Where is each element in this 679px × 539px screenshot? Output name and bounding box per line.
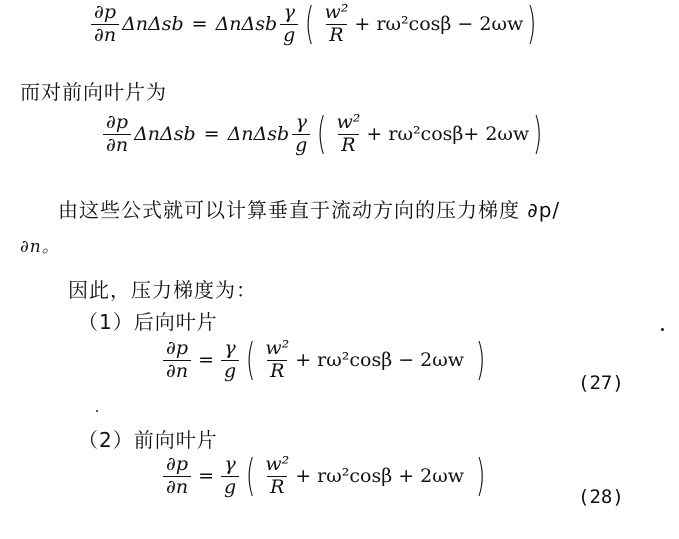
list-item-forward-blades: （2）前向叶片 xyxy=(78,428,218,452)
fraction-numerator: ∂p xyxy=(106,110,129,133)
equals-sign: = xyxy=(198,465,214,487)
scan-speck xyxy=(96,410,98,412)
rhs-head: ΔnΔsb xyxy=(215,13,278,35)
w2-r-fraction xyxy=(262,452,292,498)
equation-rest: + rω²cosβ − 2ωw xyxy=(354,13,524,35)
dp-dn-fraction xyxy=(103,110,131,156)
fraction-denominator: g xyxy=(280,24,298,46)
dp-dn-fraction xyxy=(163,452,191,498)
w2-r-fraction xyxy=(322,0,352,46)
equation-27 xyxy=(160,334,489,385)
paragraph-pressure-gradient-line2: ∂n。 xyxy=(20,237,60,257)
paragraph-forward-blades: 而对前向叶片为 xyxy=(20,80,167,104)
w2-r-fraction xyxy=(334,110,364,156)
gamma-g-fraction xyxy=(221,336,239,382)
fraction-numerator: w² xyxy=(324,0,349,23)
right-paren: ) xyxy=(533,108,543,159)
fraction-numerator: γ xyxy=(295,110,307,133)
fraction-denominator: g xyxy=(221,476,239,498)
scan-speck xyxy=(661,328,664,331)
fraction-denominator: ∂n xyxy=(163,476,191,498)
fraction-denominator: R xyxy=(338,134,358,156)
fraction-numerator: γ xyxy=(224,336,236,359)
gamma-g-fraction xyxy=(280,0,298,46)
fraction-numerator: ∂p xyxy=(94,0,117,23)
fraction-denominator: g xyxy=(292,134,310,156)
fraction-numerator: γ xyxy=(283,0,295,23)
equation-1 xyxy=(88,0,540,49)
lhs-tail: ΔnΔsb xyxy=(122,13,184,35)
fraction-denominator: R xyxy=(267,476,287,498)
equation-rest: + rω²cosβ − 2ωw xyxy=(295,349,465,371)
dp-dn-fraction xyxy=(163,336,191,382)
equation-rest: + rω²cosβ + 2ωw xyxy=(295,465,465,487)
dp-dn-fraction xyxy=(91,0,119,46)
fraction-denominator: ∂n xyxy=(91,24,119,46)
equation-28 xyxy=(160,450,489,501)
fraction-numerator: w² xyxy=(265,452,290,475)
left-paren: ( xyxy=(305,0,315,49)
equals-sign: = xyxy=(203,123,220,145)
fraction-numerator: w² xyxy=(265,336,290,359)
equation-number-28: (28) xyxy=(578,486,624,508)
equation-2 xyxy=(100,108,546,159)
w2-r-fraction xyxy=(262,336,292,382)
gamma-g-fraction xyxy=(221,452,239,498)
rhs-head: ΔnΔsb xyxy=(227,123,290,145)
fraction-denominator: ∂n xyxy=(103,134,131,156)
fraction-numerator: ∂p xyxy=(166,452,189,475)
left-paren: ( xyxy=(246,334,256,385)
paragraph-pressure-gradient-line1: 由这些公式就可以计算垂直于流动方向的压力梯度 ∂p/ xyxy=(58,198,561,222)
fraction-denominator: R xyxy=(326,24,346,46)
list-item-backward-blades: （1）后向叶片 xyxy=(78,310,218,334)
paragraph-therefore: 因此，压力梯度为： xyxy=(68,278,257,302)
left-paren: ( xyxy=(246,450,256,501)
equation-rest: + rω²cosβ+ 2ωw xyxy=(366,123,530,145)
right-paren: ) xyxy=(475,334,486,385)
fraction-denominator: ∂n xyxy=(163,360,191,382)
right-paren: ) xyxy=(475,450,486,501)
equals-sign: = xyxy=(191,13,208,35)
fraction-numerator: w² xyxy=(336,110,361,133)
right-paren: ) xyxy=(527,0,537,49)
gamma-g-fraction xyxy=(292,110,310,156)
fraction-denominator: R xyxy=(267,360,287,382)
left-paren: ( xyxy=(317,108,327,159)
equals-sign: = xyxy=(198,349,214,371)
equation-number-27: (27) xyxy=(578,372,624,394)
fraction-numerator: ∂p xyxy=(166,336,189,359)
lhs-tail: ΔnΔsb xyxy=(134,123,196,145)
fraction-numerator: γ xyxy=(224,452,236,475)
fraction-denominator: g xyxy=(221,360,239,382)
